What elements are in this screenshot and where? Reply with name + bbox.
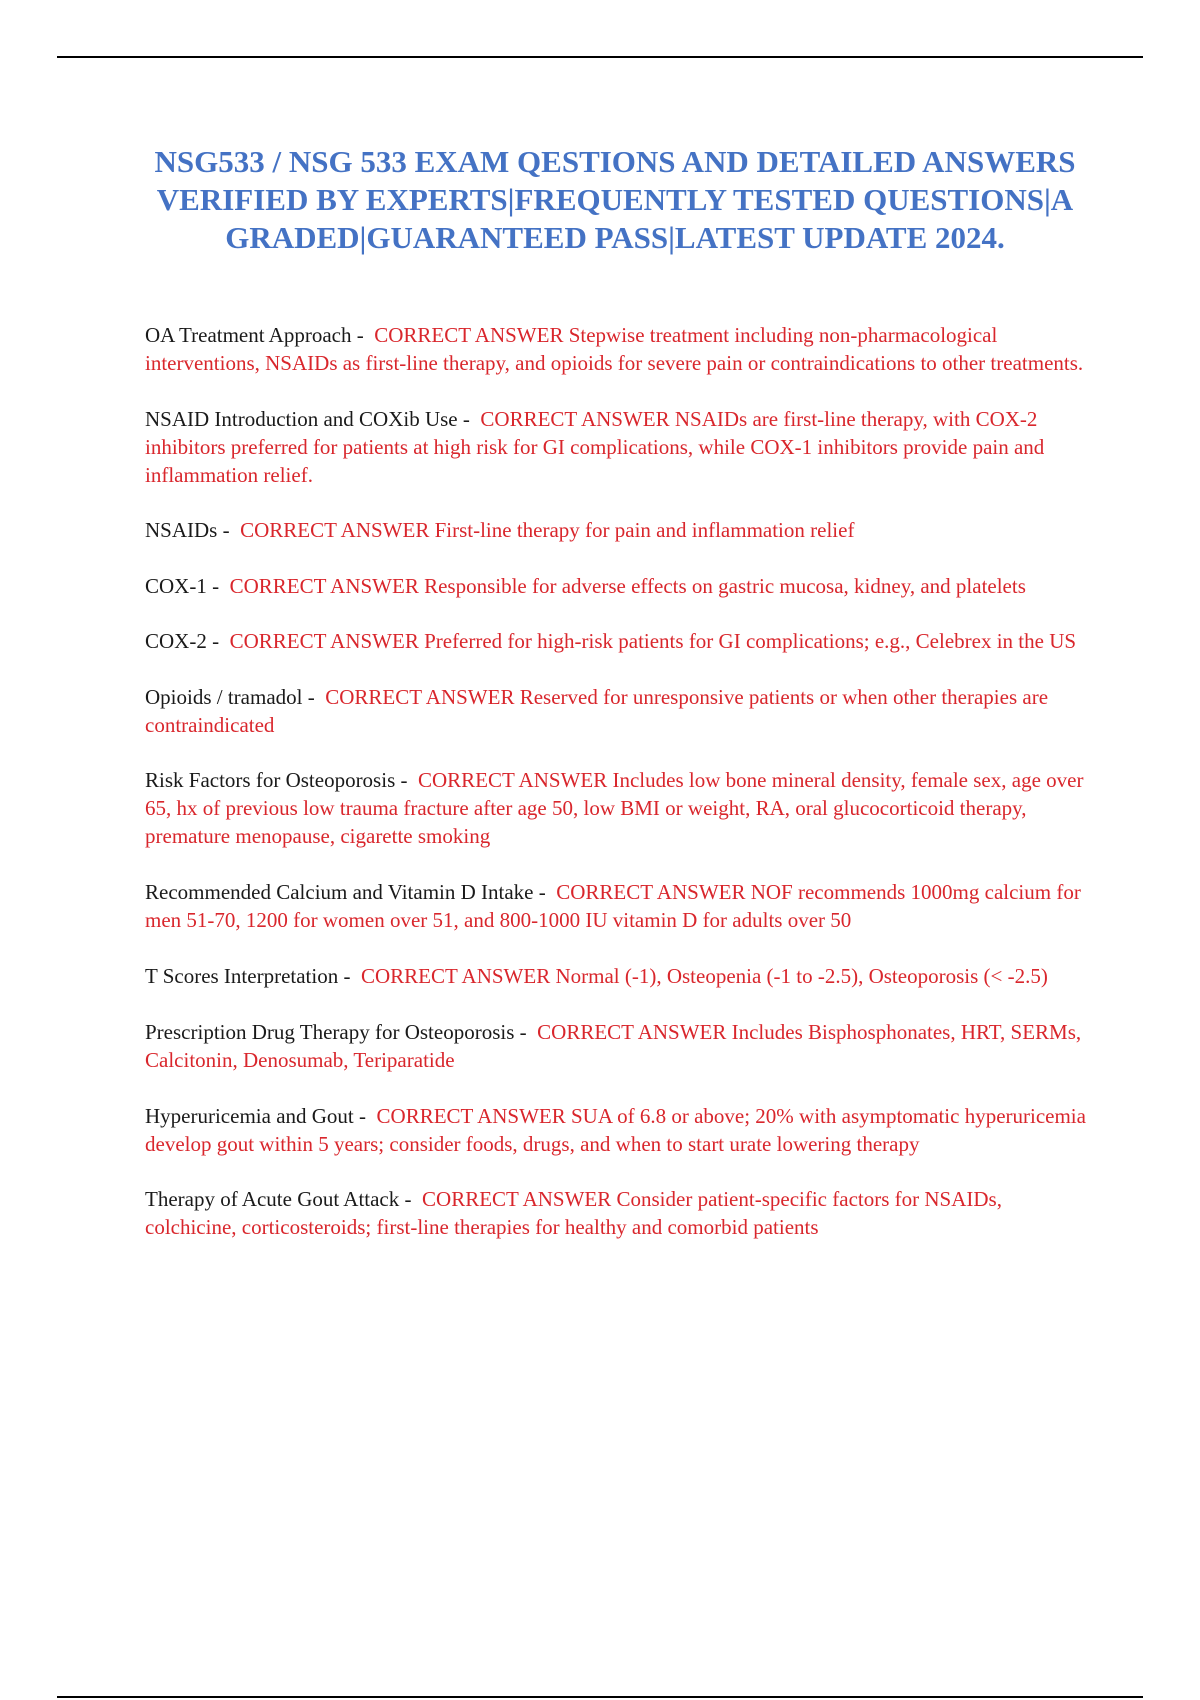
answer-text: CORRECT ANSWER SUA of 6.8 or above; 20% with asymptomatic hyperuricemia develop gout within 5 years; consider foods, drugs, and when to start urate lowering therapy — [145, 1104, 1086, 1156]
answer-text: CORRECT ANSWER Stepwise treatment including non-pharmacological interventions, NSAIDs as first-line therapy, and opioids for severe pain or contraindications to other treatments. — [145, 323, 1084, 375]
question-text: NSAIDs — [145, 518, 218, 542]
qa-item — [145, 962, 1090, 990]
separator: - — [338, 964, 361, 988]
qa-item — [145, 572, 1090, 600]
question-text: COX-1 — [145, 574, 207, 598]
question-text: Therapy of Acute Gout Attack — [145, 1187, 400, 1211]
separator: - — [217, 518, 241, 542]
document-title: NSG533 / NSG 533 EXAM QESTIONS AND DETAILED ANSWERS VERIFIED BY EXPERTS|FREQUENTLY TESTED QUESTIONS|A GRADED|GUARANTEED PASS|LATEST UPDATE 2024. — [154, 144, 1076, 255]
qa-list — [145, 321, 1090, 1241]
answer-text: CORRECT ANSWER Responsible for adverse effects on gastric mucosa, kidney, and platelets — [229, 574, 1026, 598]
qa-item — [145, 766, 1090, 850]
qa-item — [145, 516, 1090, 544]
question-text: NSAID Introduction and COXib Use — [145, 407, 458, 431]
answer-text: CORRECT ANSWER First-line therapy for pain and inflammation relief — [240, 518, 855, 542]
qa-item — [145, 1102, 1090, 1158]
qa-item — [145, 683, 1090, 739]
answer-text: CORRECT ANSWER Consider patient-specific factors for NSAIDs, colchicine, corticosteroids; first-line therapies for healthy and comorbid patients — [145, 1187, 1002, 1239]
separator: - — [302, 685, 326, 709]
qa-item — [145, 1185, 1090, 1241]
separator: - — [353, 1104, 377, 1128]
answer-text: CORRECT ANSWER NOF recommends 1000mg calcium for men 51-70, 1200 for women over 51, and 800-1000 IU vitamin D for adults over 50 — [145, 880, 1081, 932]
separator: - — [395, 768, 418, 792]
separator: - — [351, 323, 375, 347]
qa-item — [145, 627, 1090, 655]
answer-text: CORRECT ANSWER NSAIDs are first-line therapy, with COX-2 inhibitors preferred for patients at high risk for GI complications, while COX-1 inhibitors provide pain and inflammation relief. — [145, 407, 1045, 487]
question-text: Risk Factors for Osteoporosis — [145, 768, 396, 792]
question-text: COX-2 — [145, 629, 207, 653]
question-text: T Scores Interpretation — [145, 964, 339, 988]
separator: - — [514, 1020, 538, 1044]
qa-item — [145, 321, 1090, 377]
separator: - — [457, 407, 481, 431]
question-text: Hyperuricemia and Gout — [145, 1104, 354, 1128]
separator: - — [206, 574, 230, 598]
top-rule — [57, 56, 1143, 58]
separator: - — [399, 1187, 423, 1211]
bottom-rule — [57, 1696, 1143, 1698]
separator: - — [206, 629, 230, 653]
qa-item — [145, 405, 1090, 489]
qa-item — [145, 1018, 1090, 1074]
answer-text: CORRECT ANSWER Preferred for high-risk patients for GI complications; e.g., Celebrex in the US — [229, 629, 1077, 653]
qa-item — [145, 878, 1090, 934]
answer-text: CORRECT ANSWER Normal (-1), Osteopenia (-1 to -2.5), Osteoporosis (< -2.5) — [360, 964, 1048, 988]
answer-text: CORRECT ANSWER Includes Bisphosphonates, HRT, SERMs, Calcitonin, Denosumab, Teriparatide — [145, 1020, 1082, 1072]
question-text: OA Treatment Approach — [145, 323, 352, 347]
question-text: Opioids / tramadol — [145, 685, 303, 709]
question-text: Prescription Drug Therapy for Osteoporosis — [145, 1020, 515, 1044]
answer-text: CORRECT ANSWER Reserved for unresponsive patients or when other therapies are contraindicated — [145, 685, 1049, 737]
question-text: Recommended Calcium and Vitamin D Intake — [145, 880, 534, 904]
answer-text: CORRECT ANSWER Includes low bone mineral density, female sex, age over 65, hx of previous low trauma fracture after age 50, low BMI or weight, RA, oral glucocorticoid therapy, premature menopause, cigarette smoking — [145, 768, 1084, 848]
separator: - — [533, 880, 557, 904]
